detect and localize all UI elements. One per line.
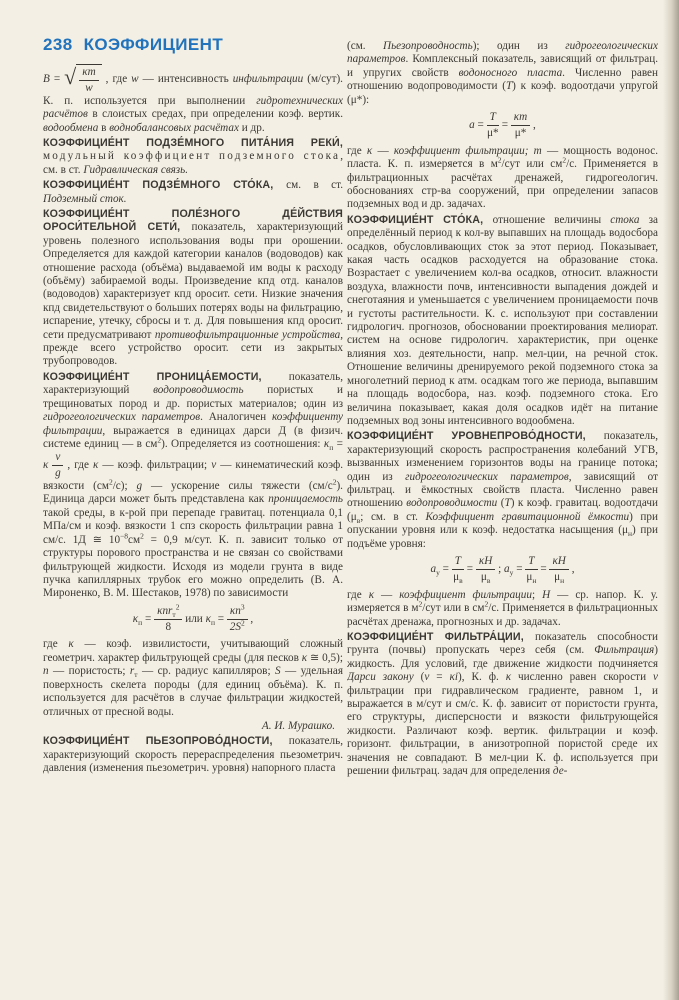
page-header xyxy=(43,35,223,55)
paragraph: где κ — коэффициент фильтрации; H — ср. напор. К. у. измеряется в $м^2$/сут или в $см^2/с$. Применяется в фильтрационных расчётах дренажа, прогнозных и др. задачах. xyxy=(347,588,658,628)
fraction: $\frac{\kappa n^3}{2S^2}$ xyxy=(227,605,248,634)
paragraph: B = √ $\frac{\kappa m}{w}$ , где w — интенсивность инфильтрации (м/сут). К. п. используется при выполнении гидротехнических расчётов в слоистых средах, при определении коэф. вертик. водообмена в воднобалансовых расчётах и др. xyxy=(43,64,343,134)
dictionary-entry: КОЭФФИЦИЕ́НТ СТО́КА, отношение величины стока за определённый период к кол-ву выпавших на площадь водосбора осадков, обусловливающих сток за этот период. Показывает, какая часть осадков расходуется на образование стока. Возрастает с увеличением кол-ва осадков, относит. влажности воздуха, влажности почв, интенсивности выпадения дождей и снеготаяния и уменьшается с увеличением проницаемости почв и густоты растительности. К. с. используют при составлении гидрологич. прогнозов, обосновании проектирования мелиорат. систем на основе гидрологич. характеристик, при оценке влияния хоз. деятельности, напр. мел-ции, на речной сток. Отношение величины дренируемого рекой подземного стока за многолетний период к атм. осадкам того же периода, выпавшим на площадь водосбора, наз. коэф. подземного стока. Его величина показывает, какая доля осадков идёт на питание подземных вод зоны интенсивного водообмена. xyxy=(347,213,658,427)
fraction: $\frac{T}{\mu_в}$ xyxy=(453,554,463,586)
display-formula: a = $\frac{T}{\mu*}$ = $\frac{\kappa m}{\mu*}$ , xyxy=(469,111,536,139)
dictionary-entry: КОЭФФИЦИЕ́НТ ПЬЕЗОПРОВО́ДНОСТИ, показатель, характеризующий скорость перераспределения пьезометрич. давления (изменения пьезометрич. уровня) напорного пласта xyxy=(43,735,343,775)
author-signature: А. И. Мурашко. xyxy=(261,719,335,732)
dictionary-entry: КОЭФФИЦИЕ́НТ ПОЛЕ́ЗНОГО ДЕ́ЙСТВИЯ ОРОСИ́ТЕЛЬНОЙ СЕТИ́, показатель, характеризующий уровень полезного использования воды при орошении. Определяется для каждой категории каналов (водоводов) как отношение расхода (объёма) выдаваемой им воды к расходу (объёму) забираемой воды. Произведение кпд отд. каналов (водоводов) характеризует кпд оросит. сети. Низкие значения кпд свидетельствуют о больших потерях воды на фильтрацию, испарение, утечку, сбросы и т. д. Для повышения кпд оросит. сети предусматривают противофильтрационные устройства, прежде всего устройство оросит. сети из закрытых трубопроводов. xyxy=(43,208,343,368)
display-formula: $a_у$ = $\frac{T}{\mu_в}$ = $\frac{\kappa H}{\mu_в}$ ; $a_у$ = $\frac{T}{\mu_н}$ = $\frac{\kappa H}{\mu_н}$ , xyxy=(430,554,575,586)
paragraph: где κ — коэф. извилистости, учитывающий сложный геометрич. характер фильтрующей среды (для песков κ ≅ 0,5); n — пористость; $r_т$ — ср. радиус капилляров; S — удельная поверхность скелета породы (для единиц объёма). К. п. используется для расчётов в случае фильтрации жидкостей, отличных от пресной воды. xyxy=(43,638,343,718)
display-formula: $\kappa_п$ = $\frac{\kappa nr_т^2}{8}$ или $\kappa_п$ = $\frac{\kappa n^3}{2S^2}$ , xyxy=(132,601,254,633)
right-column xyxy=(347,40,658,986)
fraction: $\frac{\kappa m}{w}$ xyxy=(79,66,98,95)
paragraph: (см. Пьезопроводность); один из гидрогеологических параметров. Комплексный показатель, зависящий от фильтрац. и упругих свойств водоносного пласта. Численно равен отношению водопроводимости (T) к коэф. водоотдачи упругой (μ*): xyxy=(347,40,658,106)
page-title: КОЭФФИЦИЕНТ xyxy=(83,35,224,54)
dictionary-entry: КОЭФФИЦИЕ́НТ ПОДЗЕ́МНОГО СТО́КА, см. в ст. Подземный сток. xyxy=(43,179,343,205)
fraction: $\frac{\kappa m}{\mu*}$ xyxy=(511,111,530,140)
fraction: $\frac{T}{\mu_н}$ xyxy=(526,554,537,586)
scan-edge-shadow xyxy=(663,0,679,1000)
fraction: $\frac{T}{\mu*}$ xyxy=(486,111,499,139)
fraction: $\frac{\kappa H}{\mu_н}$ xyxy=(549,555,568,584)
dictionary-entry: КОЭФФИЦИЕ́НТ ПРОНИЦА́ЕМОСТИ, показатель, характеризующий водопроводимость пористых и трещиноватых пород и др. пористых материалов; один из гидрогеологических параметров. Аналогичен коэффициенту фильтрации, выражается в единицах дарси Д (в физич. системе единиц — в $см^2$). Определяется из соотношения: $\kappa_п = \kappa$ $\frac{\nu}{g}$ , где κ — коэф. фильтрации; ν — кинематический коэф. вязкости $(см^2/с)$; g — ускорение силы тяжести $(см/с^2)$. Единица дарси может быть представлена как проницаемость такой среды, в к-рой при перепаде гравитац. потенциала 0,1 МПа/см и коэф. вязкости 1 спз скорость фильтрации равна 1 см/с. 1Д ≅ $10^{-8}см^2 = 0,9$ м/сут. К. п. зависит только от структуры порового пространства и не связан со свойствами фильтрующей жидкости. Исходя из модели грунта в виде пучка капиллярных трубок его можно определить (В. А. Мироненко, В. М. Шестаков, 1978) по зависимости xyxy=(43,370,343,600)
page-number: 238 xyxy=(43,35,73,54)
fraction: $\frac{\nu}{g}$ xyxy=(52,451,63,480)
dictionary-entry: КОЭФФИЦИЕ́НТ УРОВНЕПРОВО́ДНОСТИ, показатель, характеризующий скорость распространения колебаний УГВ, вызванных изменением горизонтов воды на границе потока; один из гидрогеологических параметров, зависящий от фильтрац. и ёмкостных свойств пласта. Численно равен отношению водопроводимости (T) к коэф. гравитац. водоотдачи ($\mu_в$; см. в ст. Коэффициент гравитационной ёмкости) при опускании уровня или к коэф. недостатка насыщения $(\mu_н)$ при подъёме уровня: xyxy=(347,430,658,550)
left-column xyxy=(43,64,343,986)
square-root: √ $\frac{\kappa m}{w}$ xyxy=(64,64,102,95)
dictionary-entry: КОЭФФИЦИЕ́НТ ФИЛЬТРА́ЦИИ, показатель способности грунта (почвы) пропускать через себя (см. Фильтрация) жидкость. Для условий, где движение жидкости подчиняется Дарси закону (v = κi), К. ф. κ численно равен скорости v фильтрации при гидравлическом градиенте, равном 1, и выражается в м/сут и см/с. К. ф. зависит от пористости грунта, его структуры, дисперсности и вязкости фильтрующейся жидкости. Различают коэф. вертик. фильтрации и коэф. горизонт. фильтрации, в анизотропной пористой среде их значения не совпадают. В мел-ции К. ф. используется при решении фильтрац. задач для определения де- xyxy=(347,630,658,777)
fraction: $\frac{\kappa H}{\mu_в}$ xyxy=(476,555,495,584)
paragraph: где κ — коэффициент фильтрации; m — мощность водонос. пласта. К. п. измеряется в $м^2$/сут или $см^2/с$. Применяется в фильтрационных расчётах дренажей, гидрогеологич. обоснованиях стр-ва сооружений, при определении запасов подземных вод и др. задачах. xyxy=(347,144,658,211)
dictionary-entry: КОЭФФИЦИЕ́НТ ПОДЗЕ́МНОГО ПИТА́НИЯ РЕКИ́, модульный коэффициент подземного стока, см. в ст. Гидравлическая связь. xyxy=(43,136,343,176)
fraction: $\frac{\kappa nr_т^2}{8}$ xyxy=(154,605,182,634)
